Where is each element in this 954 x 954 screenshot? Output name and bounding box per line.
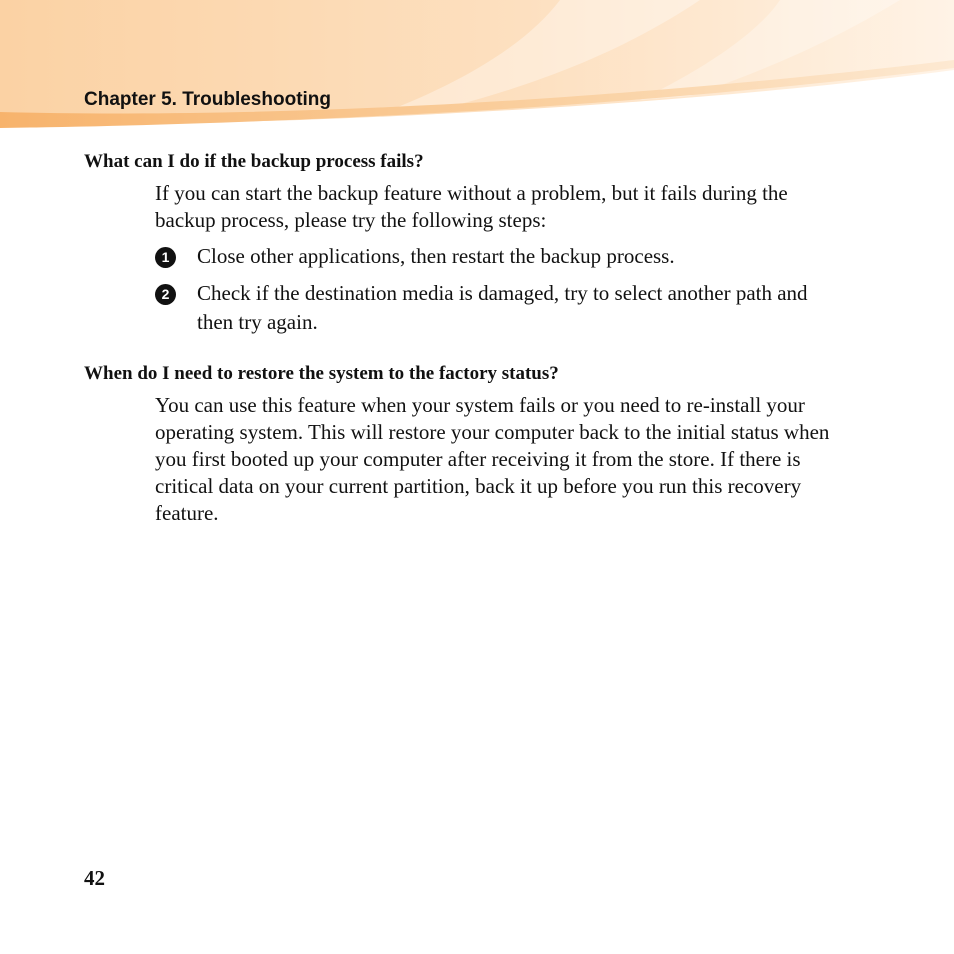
chapter-title: Chapter 5. Troubleshooting <box>84 89 332 110</box>
step-number-badge: 2 <box>155 284 176 305</box>
list-item <box>155 279 845 337</box>
list-item <box>155 242 845 271</box>
step-number-badge: 1 <box>155 247 176 268</box>
step-text: Close other applications, then restart the backup process. <box>197 244 675 268</box>
section-paragraph-backup-fails: If you can start the backup feature without a problem, but it fails during the backup process, please try the following steps: <box>155 181 788 232</box>
page-number: 42 <box>84 866 105 890</box>
step-text: Check if the destination media is damaged, try to select another path and then try again. <box>197 281 808 334</box>
section-heading-restore-factory: When do I need to restore the system to the factory status? <box>84 363 559 384</box>
section-paragraph-restore-factory: You can use this feature when your system fails or you need to re-install your operating system. This will restore your computer back to the initial status when you first booted up your computer after receiving it from the store. If there is critical data on your current partition, back it up before you run this recovery feature. <box>155 393 830 525</box>
section-heading-backup-fails: What can I do if the backup process fails? <box>84 151 424 172</box>
